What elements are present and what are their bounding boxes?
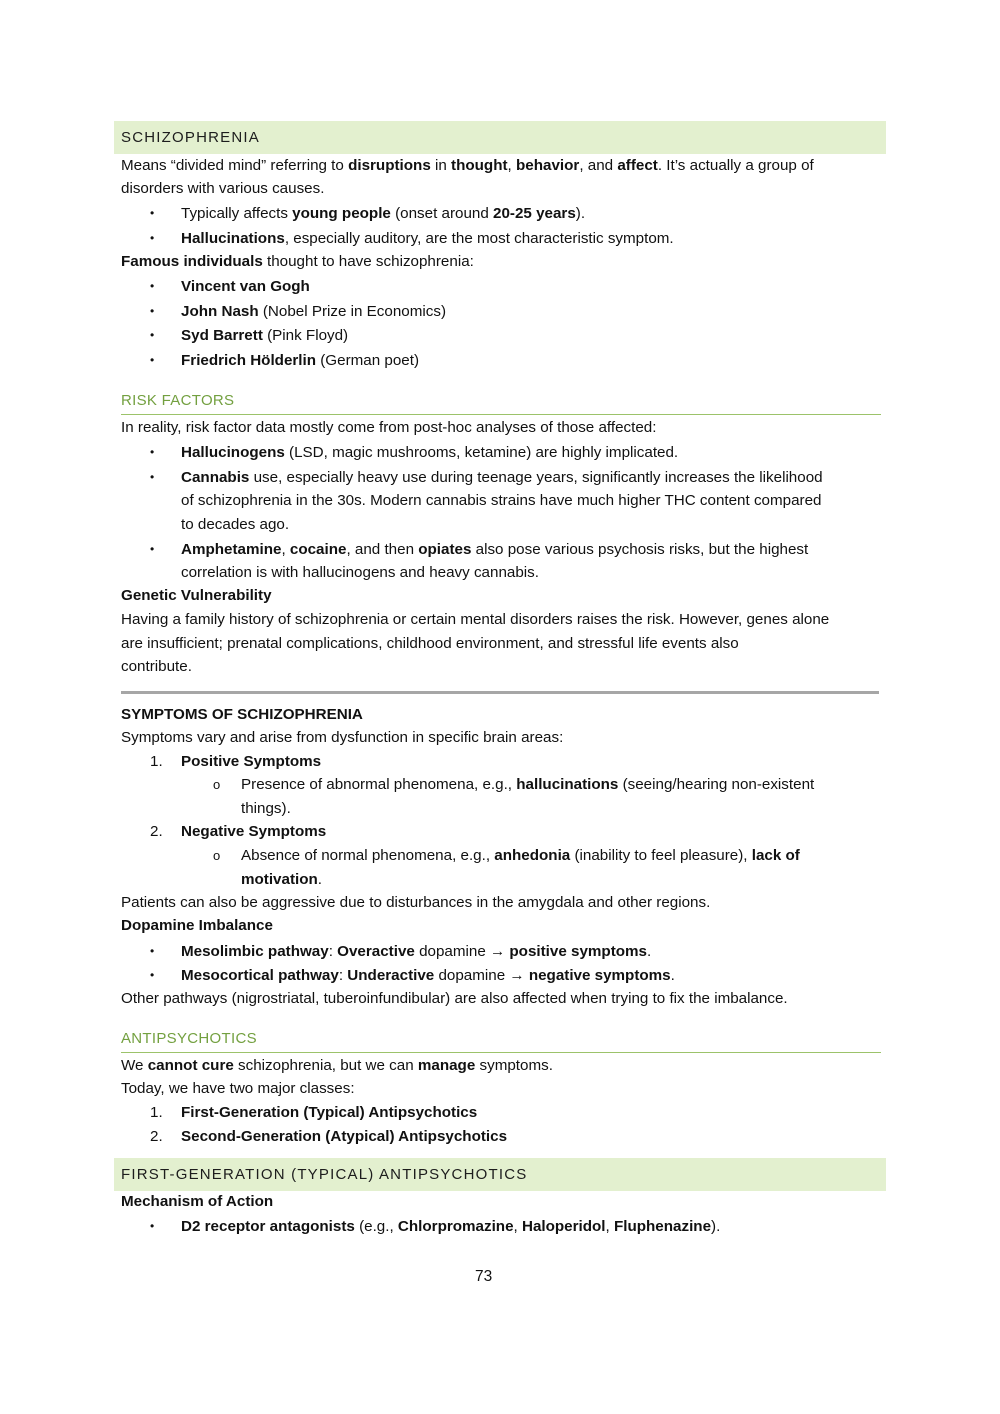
class-second-generation: Second-Generation (Atypical) Antipsychotics — [181, 1128, 508, 1145]
d2-antagonists-bullet: D2 receptor antagonists (e.g., Chlorpromazine, Haloperidol, Fluphenazine). — [181, 1218, 721, 1235]
aggression-note: Patients can also be aggressive due to disturbances in the amygdala and other regions. — [121, 894, 711, 911]
genetic-line3: contribute. — [121, 658, 192, 675]
genetic-vulnerability-heading: Genetic Vulnerability — [121, 587, 272, 604]
sub-bullet-marker: o — [213, 777, 221, 792]
negative-symptoms-desc-line1: Absence of normal phenomena, e.g., anhedonia (inability to feel pleasure), lack of — [241, 847, 800, 864]
mechanism-of-action-heading: Mechanism of Action — [121, 1193, 274, 1210]
famous-item: Syd Barrett (Pink Floyd) — [181, 327, 349, 344]
famous-item: John Nash (Nobel Prize in Economics) — [181, 303, 447, 320]
negative-symptoms-title: Negative Symptoms — [181, 823, 327, 840]
bullet-marker: • — [150, 279, 155, 293]
bullet-young-people: Typically affects young people (onset around 20-25 years). — [181, 205, 586, 222]
bullet-marker: • — [150, 470, 155, 484]
risk-amphetamine-line1: Amphetamine, cocaine, and then opiates also pose various psychosis risks, but the highest — [181, 541, 809, 558]
bullet-marker: • — [150, 542, 155, 556]
bullet-marker: • — [150, 353, 155, 367]
list-number: 1. — [150, 1104, 163, 1121]
section-heading-antipsychotics: ANTIPSYCHOTICS — [121, 1030, 257, 1047]
symptoms-intro: Symptoms vary and arise from dysfunction in specific brain areas: — [121, 729, 564, 746]
mesocortical-pathway: Mesocortical pathway: Underactive dopamine → negative symptoms. — [181, 967, 675, 984]
antipsychotics-line2: Today, we have two major classes: — [121, 1080, 355, 1097]
section-divider — [121, 691, 879, 694]
section-heading-risk-factors: RISK FACTORS — [121, 392, 235, 409]
negative-symptoms-desc-line2: motivation. — [241, 871, 323, 888]
antipsychotics-line1: We cannot cure schizophrenia, but we can manage symptoms. — [121, 1057, 553, 1074]
bullet-hallucinations: Hallucinations, especially auditory, are the most characteristic symptom. — [181, 230, 674, 247]
page-number: 73 — [475, 1268, 493, 1285]
positive-symptoms-title: Positive Symptoms — [181, 753, 322, 770]
heading-rule — [121, 1052, 881, 1053]
bullet-marker: • — [150, 968, 155, 982]
risk-cannabis-line1: Cannabis use, especially heavy use during teenage years, significantly increases the likelihood — [181, 469, 823, 486]
genetic-line1: Having a family history of schizophrenia or certain mental disorders raises the risk. However, genes alone — [121, 611, 830, 628]
positive-symptoms-desc-line2: things). — [241, 800, 291, 817]
symptoms-heading: SYMPTOMS OF SCHIZOPHRENIA — [121, 706, 363, 723]
bullet-marker: • — [150, 206, 155, 220]
class-first-generation: First-Generation (Typical) Antipsychotics — [181, 1104, 478, 1121]
risk-cannabis-line2: of schizophrenia in the 30s. Modern cannabis strains have much higher THC content compared — [181, 492, 822, 509]
list-number: 1. — [150, 753, 163, 770]
bullet-marker: • — [150, 445, 155, 459]
risk-cannabis-line3: to decades ago. — [181, 516, 290, 533]
list-number: 2. — [150, 1128, 163, 1145]
other-pathways-note: Other pathways (nigrostriatal, tuberoinfundibular) are also affected when trying to fix the imbalance. — [121, 990, 788, 1007]
famous-item: Vincent van Gogh — [181, 278, 310, 295]
section-heading-schizophrenia: SCHIZOPHRENIA — [114, 121, 886, 154]
bullet-marker: • — [150, 1219, 155, 1233]
mesolimbic-pathway: Mesolimbic pathway: Overactive dopamine → positive symptoms. — [181, 943, 652, 960]
dopamine-imbalance-heading: Dopamine Imbalance — [121, 917, 273, 934]
list-number: 2. — [150, 823, 163, 840]
positive-symptoms-desc-line1: Presence of abnormal phenomena, e.g., hallucinations (seeing/hearing non-existent — [241, 776, 815, 793]
schizophrenia-intro-line1: Means “divided mind” referring to disruptions in thought, behavior, and affect. It’s actually a group of — [121, 157, 814, 174]
bullet-marker: • — [150, 304, 155, 318]
bullet-marker: • — [150, 944, 155, 958]
heading-rule — [121, 414, 881, 415]
famous-individuals-intro: Famous individuals thought to have schizophrenia: — [121, 253, 474, 270]
risk-amphetamine-line2: correlation is with hallucinogens and heavy cannabis. — [181, 564, 539, 581]
famous-item: Friedrich Hölderlin (German poet) — [181, 352, 420, 369]
genetic-line2: are insufficient; prenatal complications, childhood environment, and stressful life events also — [121, 635, 739, 652]
bullet-marker: • — [150, 231, 155, 245]
section-heading-first-generation: FIRST-GENERATION (TYPICAL) ANTIPSYCHOTICS — [114, 1158, 886, 1191]
risk-intro: In reality, risk factor data mostly come from post-hoc analyses of those affected: — [121, 419, 657, 436]
sub-bullet-marker: o — [213, 848, 221, 863]
risk-hallucinogens: Hallucinogens (LSD, magic mushrooms, ketamine) are highly implicated. — [181, 444, 679, 461]
bullet-marker: • — [150, 328, 155, 342]
schizophrenia-intro-line2: disorders with various causes. — [121, 180, 325, 197]
